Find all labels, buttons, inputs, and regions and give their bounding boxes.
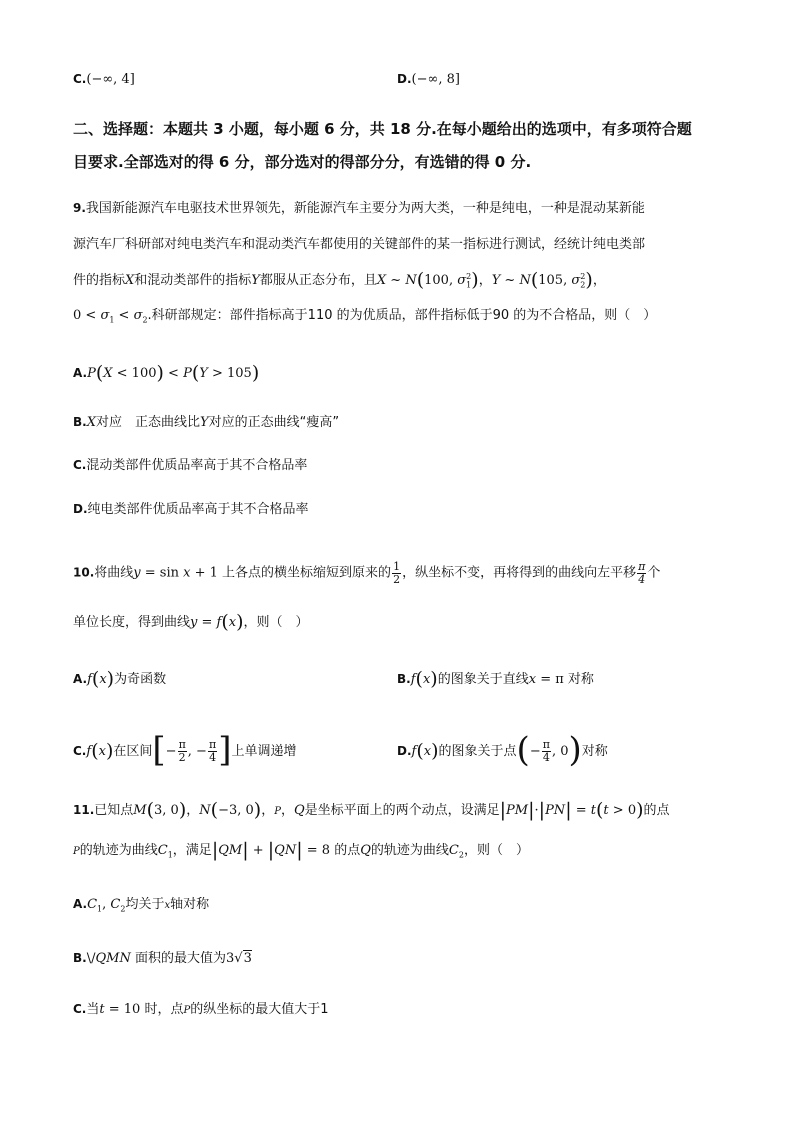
math-expression: Y ~ N bbox=[491, 273, 531, 288]
option-label: B. bbox=[73, 951, 87, 965]
question-text: ， bbox=[280, 803, 294, 818]
option-text: 为奇函数 bbox=[114, 672, 167, 687]
question-text: 是坐标平面上的两个动点，设满足 bbox=[304, 803, 500, 818]
fraction-one-half: $\frac{1}{2}$ bbox=[393, 560, 401, 586]
q8-option-c bbox=[73, 73, 135, 86]
section-heading-line2: 目要求.全部选对的得 6 分，部分选对的得部分分，有选错的得 0 分. bbox=[73, 153, 532, 171]
option-label: A. bbox=[73, 672, 88, 686]
option-label: A. bbox=[73, 366, 88, 380]
option-label: C. bbox=[73, 458, 87, 472]
math-expression: y bbox=[133, 565, 141, 581]
question-text: ，则（ ） bbox=[243, 615, 309, 630]
question-text: 的点 bbox=[334, 843, 361, 858]
question-text: 的点 bbox=[643, 803, 670, 818]
option-text: 对称 bbox=[581, 744, 608, 759]
option-text: 上单调递增 bbox=[231, 744, 297, 759]
math-expression: X ~ N bbox=[376, 273, 417, 288]
option-label: C. bbox=[73, 744, 87, 758]
q9-line4 bbox=[73, 309, 656, 325]
q9-option-b: B.X对应 正态曲线比Y对应的正态曲线“瘦高” bbox=[73, 415, 340, 430]
question-text: 我国新能源汽车电驱技术世界领先，新能源汽车主要分为两大类，一种是纯电，一种是混动某新能 bbox=[85, 201, 645, 216]
question-text: 件的指标 bbox=[73, 273, 126, 288]
q10-option-d: D.f(x)的图象关于点(− $\frac{\pi}{4}$ , 0)对称 bbox=[397, 730, 608, 770]
section-heading-line1: 二、选择题：本题共 3 小题，每小题 6 分，共 18 分.在每小题给出的选项中，有多项符合题 bbox=[73, 120, 692, 138]
option-text: 的纵坐标的最大值大于1 bbox=[190, 1002, 329, 1017]
q11-option-c: C.当t = 10 时，点P的纵坐标的最大值大于1 bbox=[73, 1002, 329, 1017]
question-number: 10. bbox=[73, 565, 95, 580]
question-text: 的轨迹为曲线 bbox=[79, 843, 158, 858]
q10-line1: 10.将曲线y = sin x + 1 上各点的横坐标缩短到原来的 $\frac{1}{2}$ ，纵坐标不变，再将得到的曲线向左平移 $\frac{\pi}{4}$ 个 bbox=[73, 560, 661, 586]
q9-line1 bbox=[73, 202, 645, 215]
option-text: 时，点 bbox=[144, 1002, 184, 1017]
question-number: 9. bbox=[73, 201, 86, 215]
question-text: 都服从正态分布，且 bbox=[259, 273, 377, 288]
question-number: 11. bbox=[73, 803, 95, 817]
option-text: 当 bbox=[86, 1002, 100, 1017]
option-label: A. bbox=[73, 897, 88, 911]
q10-option-a: A.f(x)为奇函数 bbox=[73, 668, 167, 690]
option-label: B. bbox=[397, 672, 411, 686]
question-text: 单位长度，得到曲线 bbox=[73, 615, 191, 630]
fraction-pi-over-4: $\frac{\pi}{4}$ bbox=[638, 560, 646, 586]
q9-option-d bbox=[73, 503, 309, 516]
math-expression: $0 < \sigma_1 < \sigma_2$ bbox=[73, 308, 148, 325]
question-text: 个 bbox=[647, 565, 661, 581]
question-text: ，纵坐标不变，再将得到的曲线向左平移 bbox=[402, 565, 637, 581]
option-label: D. bbox=[73, 502, 88, 516]
question-text: 将曲线 bbox=[94, 565, 134, 581]
q10-line2: 单位长度，得到曲线y = f(x)，则（ ） bbox=[73, 611, 309, 633]
option-label: C. bbox=[73, 72, 87, 86]
q9-option-c bbox=[73, 459, 307, 472]
q9-line3: 件的指标X和混动类部件的指标Y都服从正态分布，且X ~ N(100, $\sigma_1^2$)，Y ~ N(105, $\sigma_2^2$)， bbox=[73, 269, 606, 291]
q9-option-a: A.P(X < 100) < P(Y > 105) bbox=[73, 362, 260, 384]
math-var-y: Y bbox=[251, 273, 260, 288]
option-text: 对称 bbox=[567, 672, 594, 687]
option-label: D. bbox=[397, 72, 412, 86]
q11-option-b: B.\/QMN 面积的最大值为3√3 bbox=[73, 951, 252, 966]
math-var-x: X bbox=[125, 273, 135, 288]
option-text: 纯电类部件优质品率高于其不合格品率 bbox=[87, 502, 309, 517]
question-text: 的轨迹为曲线 bbox=[370, 843, 449, 858]
q11-line2: P的轨迹为曲线$C_1$，满足|QM| + |QN| = 8 的点Q的轨迹为曲线$C_2$，则（ ） bbox=[73, 839, 529, 861]
option-text: 的图象关于直线 bbox=[437, 672, 529, 687]
option-label: C. bbox=[73, 1002, 87, 1016]
option-text: 在区间 bbox=[113, 744, 153, 759]
question-text: ， bbox=[186, 803, 200, 818]
option-text: 对应的正态曲线“瘦高” bbox=[208, 415, 340, 430]
question-text: 上各点的横坐标缩短到原来的 bbox=[222, 565, 392, 581]
question-text: ，则（ ） bbox=[463, 843, 529, 858]
q8-option-d bbox=[397, 73, 460, 86]
math-expression: (−∞, 8] bbox=[411, 72, 460, 87]
option-text: 的图象关于点 bbox=[438, 744, 517, 759]
question-text: ， bbox=[261, 803, 275, 818]
question-text: ， bbox=[478, 273, 492, 288]
q9-line2: 源汽车厂科研部对纯电类汽车和混动类汽车都使用的关键部件的某一指标进行测试，经统计纯电类部 bbox=[73, 237, 646, 252]
question-text: ，满足 bbox=[172, 843, 212, 858]
math-expression: y = f bbox=[190, 615, 222, 630]
option-text: 轴对称 bbox=[170, 897, 210, 912]
option-text: 混动类部件优质品率高于其不合格品率 bbox=[86, 458, 308, 473]
question-text: 已知点 bbox=[94, 803, 134, 818]
question-text: ， bbox=[592, 273, 606, 288]
question-text: 和混动类部件的指标 bbox=[134, 273, 252, 288]
option-text: 均关于 bbox=[125, 897, 165, 912]
q10-option-b: B.f(x)的图象关于直线x = π 对称 bbox=[397, 668, 594, 690]
q10-option-c: C.f(x)在区间[− $\frac{\pi}{2}$ , − $\frac{\pi}{4}$ ]上单调递增 bbox=[73, 730, 297, 770]
q11-option-a: $A.C_1$, $C_2$均关于x轴对称 bbox=[73, 897, 210, 914]
option-text: 对应 正态曲线比 bbox=[95, 415, 200, 430]
question-text: .科研部规定：部件指标高于110 的为优质品，部件指标低于90 的为不合格品，则（ ） bbox=[147, 308, 657, 323]
option-label: B. bbox=[73, 415, 87, 429]
q11-line1: 11.已知点M(3, 0)，N(−3, 0)，P，Q是坐标平面上的两个动点，设满足|PM|·|PN| = t(t > 0)的点 bbox=[73, 799, 670, 821]
option-text: 面积的最大值为 bbox=[134, 951, 226, 966]
math-expression: (−∞, 4] bbox=[86, 72, 135, 87]
math-expression: P bbox=[87, 366, 96, 381]
option-label: D. bbox=[397, 744, 412, 758]
